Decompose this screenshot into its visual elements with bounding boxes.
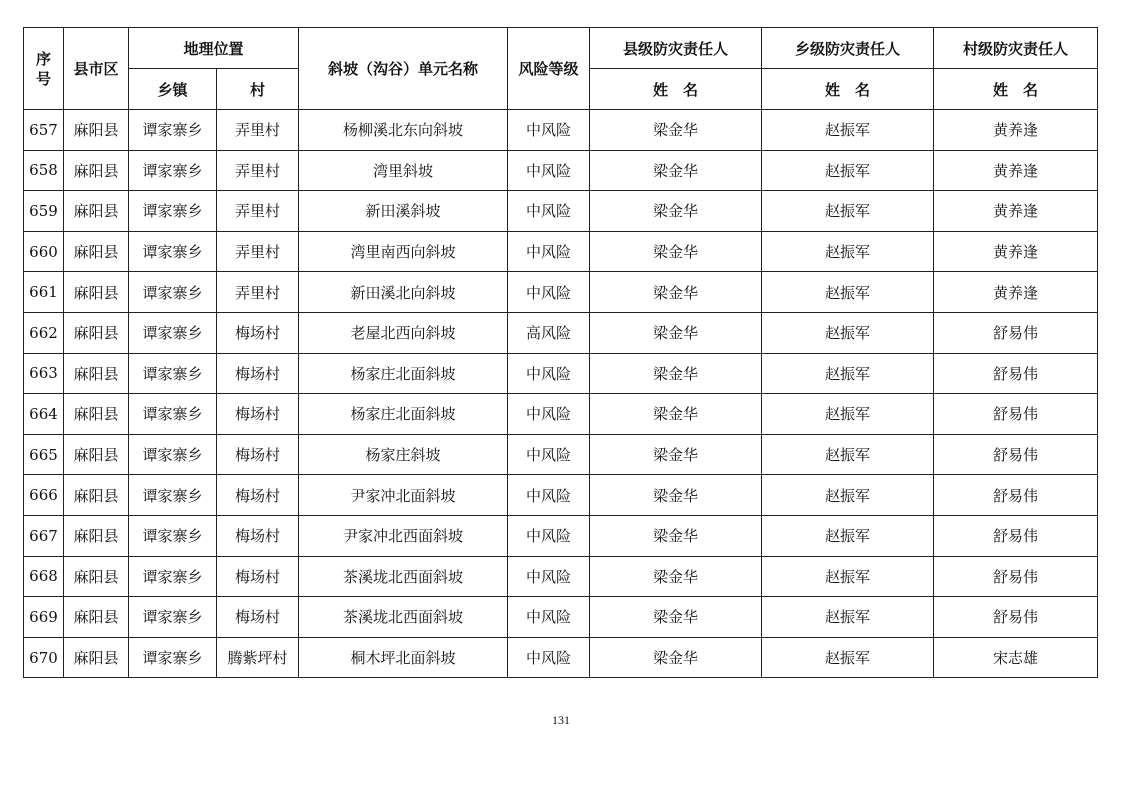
cell-village: 梅场村 [217,312,299,353]
cell-township: 谭家寨乡 [129,353,217,394]
cell-county-person: 梁金华 [590,312,762,353]
cell-township: 谭家寨乡 [129,110,217,151]
cell-township: 谭家寨乡 [129,231,217,272]
cell-county-person: 梁金华 [590,597,762,638]
cell-slope-name: 湾里斜坡 [299,150,508,191]
cell-seq: 667 [24,515,64,556]
cell-village: 弄里村 [217,110,299,151]
table-header [24,28,1098,110]
header-seq [24,28,64,110]
table-row [24,637,1098,678]
cell-county-person: 梁金华 [590,110,762,151]
cell-township-person: 赵振军 [762,272,934,313]
cell-township-person: 赵振军 [762,312,934,353]
cell-county-person: 梁金华 [590,475,762,516]
disaster-responsibility-table [23,27,1098,678]
cell-county-person: 梁金华 [590,231,762,272]
cell-risk-level: 中风险 [508,110,590,151]
header-township-responsible: 乡级防灾责任人 [762,28,934,69]
cell-township: 谭家寨乡 [129,475,217,516]
cell-slope-name: 杨家庄北面斜坡 [299,394,508,435]
header-risk-level: 风险等级 [508,28,590,110]
header-county: 县市区 [64,28,129,110]
cell-county: 麻阳县 [64,231,129,272]
cell-slope-name: 茶溪垅北西面斜坡 [299,597,508,638]
cell-risk-level: 中风险 [508,597,590,638]
cell-township-person: 赵振军 [762,353,934,394]
cell-county: 麻阳县 [64,272,129,313]
table-row [24,231,1098,272]
cell-township-person: 赵振军 [762,231,934,272]
cell-risk-level: 中风险 [508,556,590,597]
cell-seq: 658 [24,150,64,191]
cell-county-person: 梁金华 [590,556,762,597]
table-row [24,110,1098,151]
cell-village-person: 黄养逢 [934,150,1098,191]
cell-county: 麻阳县 [64,110,129,151]
cell-risk-level: 中风险 [508,515,590,556]
header-name-village: 姓 名 [934,69,1098,110]
cell-county-person: 梁金华 [590,515,762,556]
cell-county-person: 梁金华 [590,394,762,435]
cell-village: 梅场村 [217,434,299,475]
cell-risk-level: 中风险 [508,150,590,191]
cell-slope-name: 杨柳溪北东向斜坡 [299,110,508,151]
table-row [24,597,1098,638]
cell-village: 腾紫坪村 [217,637,299,678]
cell-county-person: 梁金华 [590,272,762,313]
cell-township: 谭家寨乡 [129,515,217,556]
cell-village: 梅场村 [217,515,299,556]
cell-seq: 665 [24,434,64,475]
cell-county: 麻阳县 [64,353,129,394]
header-village: 村 [217,69,299,110]
cell-township-person: 赵振军 [762,597,934,638]
cell-township: 谭家寨乡 [129,191,217,232]
cell-village: 梅场村 [217,597,299,638]
cell-township-person: 赵振军 [762,191,934,232]
table-row [24,434,1098,475]
cell-village-person: 宋志雄 [934,637,1098,678]
cell-slope-name: 尹家冲北西面斜坡 [299,515,508,556]
cell-township-person: 赵振军 [762,110,934,151]
cell-slope-name: 杨家庄斜坡 [299,434,508,475]
table-row [24,394,1098,435]
header-county-responsible: 县级防灾责任人 [590,28,762,69]
cell-seq: 663 [24,353,64,394]
cell-village-person: 舒易伟 [934,597,1098,638]
page-number: 131 [552,713,570,727]
cell-township-person: 赵振军 [762,556,934,597]
table-row [24,150,1098,191]
cell-slope-name: 新田溪斜坡 [299,191,508,232]
cell-slope-name: 老屋北西向斜坡 [299,312,508,353]
cell-risk-level: 中风险 [508,434,590,475]
table-row [24,272,1098,313]
header-slope-name: 斜坡（沟谷）单元名称 [299,28,508,110]
cell-village-person: 黄养逢 [934,191,1098,232]
cell-seq: 668 [24,556,64,597]
header-township: 乡镇 [129,69,217,110]
header-seq-char-2: 号 [35,69,51,88]
cell-township: 谭家寨乡 [129,556,217,597]
header-row-top [24,28,1098,69]
header-name-township: 姓 名 [762,69,934,110]
cell-risk-level: 中风险 [508,394,590,435]
cell-village-person: 舒易伟 [934,556,1098,597]
table-row [24,191,1098,232]
cell-county: 麻阳县 [64,597,129,638]
cell-seq: 657 [24,110,64,151]
table-row [24,475,1098,516]
cell-seq: 666 [24,475,64,516]
cell-county: 麻阳县 [64,434,129,475]
cell-seq: 664 [24,394,64,435]
cell-risk-level: 高风险 [508,312,590,353]
cell-township-person: 赵振军 [762,394,934,435]
cell-village: 弄里村 [217,191,299,232]
cell-county-person: 梁金华 [590,637,762,678]
cell-county: 麻阳县 [64,637,129,678]
cell-slope-name: 湾里南西向斜坡 [299,231,508,272]
cell-county: 麻阳县 [64,515,129,556]
cell-township: 谭家寨乡 [129,434,217,475]
cell-village: 梅场村 [217,556,299,597]
cell-slope-name: 杨家庄北面斜坡 [299,353,508,394]
cell-township: 谭家寨乡 [129,312,217,353]
cell-village: 梅场村 [217,353,299,394]
cell-village-person: 舒易伟 [934,353,1098,394]
cell-township: 谭家寨乡 [129,637,217,678]
cell-slope-name: 尹家冲北面斜坡 [299,475,508,516]
cell-township-person: 赵振军 [762,475,934,516]
cell-county-person: 梁金华 [590,353,762,394]
cell-village-person: 舒易伟 [934,394,1098,435]
table-row [24,515,1098,556]
cell-county: 麻阳县 [64,556,129,597]
cell-township-person: 赵振军 [762,515,934,556]
cell-township: 谭家寨乡 [129,272,217,313]
cell-township: 谭家寨乡 [129,150,217,191]
cell-village-person: 黄养逢 [934,110,1098,151]
cell-village-person: 黄养逢 [934,231,1098,272]
cell-seq: 661 [24,272,64,313]
header-seq-char-1: 序 [35,49,51,68]
cell-seq: 662 [24,312,64,353]
cell-slope-name: 桐木坪北面斜坡 [299,637,508,678]
cell-county-person: 梁金华 [590,150,762,191]
cell-county-person: 梁金华 [590,191,762,232]
cell-township-person: 赵振军 [762,150,934,191]
cell-village-person: 舒易伟 [934,475,1098,516]
cell-township: 谭家寨乡 [129,597,217,638]
cell-county: 麻阳县 [64,150,129,191]
cell-township-person: 赵振军 [762,434,934,475]
cell-village: 梅场村 [217,394,299,435]
cell-village: 弄里村 [217,272,299,313]
cell-seq: 670 [24,637,64,678]
cell-village: 弄里村 [217,231,299,272]
cell-township-person: 赵振军 [762,637,934,678]
cell-risk-level: 中风险 [508,353,590,394]
cell-village: 梅场村 [217,475,299,516]
header-geo-location: 地理位置 [129,28,299,69]
cell-county-person: 梁金华 [590,434,762,475]
header-village-responsible: 村级防灾责任人 [934,28,1098,69]
cell-village-person: 舒易伟 [934,515,1098,556]
cell-slope-name: 新田溪北向斜坡 [299,272,508,313]
cell-county: 麻阳县 [64,312,129,353]
cell-county: 麻阳县 [64,394,129,435]
cell-risk-level: 中风险 [508,191,590,232]
cell-township: 谭家寨乡 [129,394,217,435]
cell-risk-level: 中风险 [508,637,590,678]
cell-village-person: 舒易伟 [934,312,1098,353]
table-row [24,353,1098,394]
cell-county: 麻阳县 [64,475,129,516]
cell-slope-name: 茶溪垅北西面斜坡 [299,556,508,597]
cell-village-person: 舒易伟 [934,434,1098,475]
cell-seq: 669 [24,597,64,638]
cell-risk-level: 中风险 [508,272,590,313]
cell-seq: 659 [24,191,64,232]
cell-risk-level: 中风险 [508,231,590,272]
cell-risk-level: 中风险 [508,475,590,516]
table-row [24,556,1098,597]
table-row [24,312,1098,353]
cell-village: 弄里村 [217,150,299,191]
cell-seq: 660 [24,231,64,272]
cell-village-person: 黄养逢 [934,272,1098,313]
table-body [24,110,1098,678]
header-name-county: 姓 名 [590,69,762,110]
cell-county: 麻阳县 [64,191,129,232]
